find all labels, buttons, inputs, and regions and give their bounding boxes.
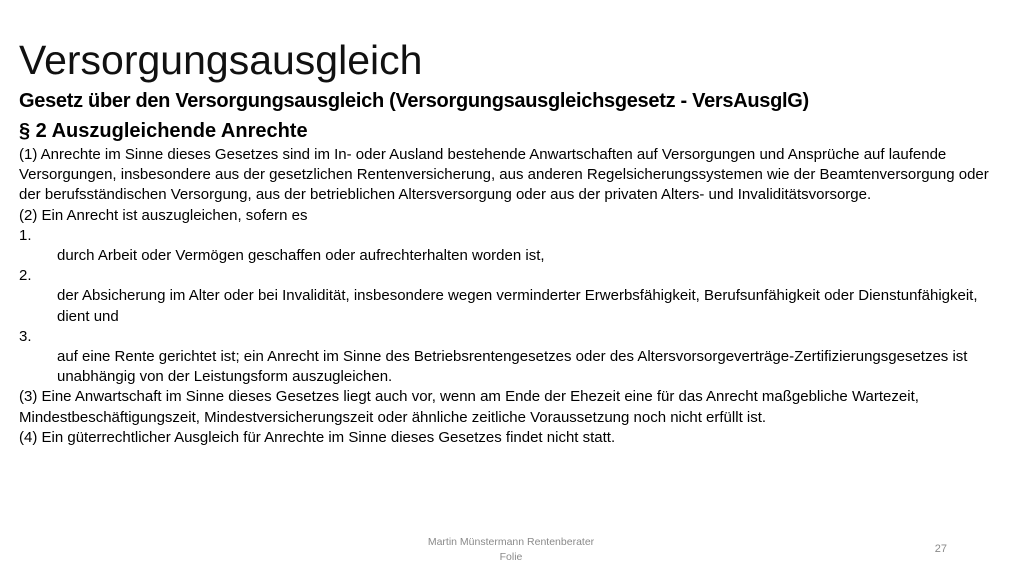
section-title: § 2 Auszugleichende Anrechte xyxy=(19,120,308,142)
paragraph-3: (3) Eine Anwartschaft im Sinne dieses Gesetzes liegt auch vor, wenn am Ende der Ehezeit eine für das Anrecht maßgebliche Wartezeit, Mindestbeschäftigungszeit, Mindestversicherungszeit oder ähnliche zeitliche Voraussetzung noch nicht erfüllt ist. xyxy=(19,388,919,426)
slide-title: Versorgungsausgleich xyxy=(19,37,423,84)
paragraph-2: (2) Ein Anrecht ist auszugleichen, sofern es xyxy=(19,206,308,224)
list-item-1: durch Arbeit oder Vermögen geschaffen oder aufrechterhalten worden ist, xyxy=(57,247,545,265)
page-number: 27 xyxy=(934,543,947,555)
footer-author-name: Martin Münstermann Rentenberater xyxy=(427,536,595,548)
list-item-3: auf eine Rente gerichtet ist; ein Anrecht im Sinne des Betriebsrentengesetzes oder des Altersvorsorgeverträge-Zertifizierungsgesetzes ist unabhängig von der Leistungsform auszugleichen. xyxy=(57,348,968,386)
footer-author xyxy=(350,535,672,565)
law-title: Gesetz über den Versorgungsausgleich (Versorgungsausgleichsgesetz - VersAusglG) xyxy=(19,90,809,112)
list-number-1: 1. xyxy=(19,226,32,244)
footer-label: Folie xyxy=(499,551,523,563)
paragraph-4: (4) Ein güterrechtlicher Ausgleich für Anrechte im Sinne dieses Gesetzes findet nicht statt. xyxy=(19,428,616,446)
list-item-2: der Absicherung im Alter oder bei Invalidität, insbesondere wegen verminderter Erwerbsfähigkeit, Berufsunfähigkeit oder Dienstunfähigkeit, dient und xyxy=(57,287,978,325)
list-number-2: 2. xyxy=(19,267,32,285)
law-text xyxy=(19,145,1004,448)
paragraph-1: (1) Anrechte im Sinne dieses Gesetzes sind im In- oder Ausland bestehende Anwartschaften auf Versorgungen und Ansprüche auf laufende Versorgungen, insbesondere aus der gesetzlichen Rentenversicherung, aus anderen Regelsicherungssystemen wie der Beamtenversorgung oder der berufsständischen Versorgung, aus der betrieblichen Altersversorgung oder aus der privaten Alters- und Invaliditätsvorsorge. xyxy=(19,146,989,204)
list-number-3: 3. xyxy=(19,327,32,345)
